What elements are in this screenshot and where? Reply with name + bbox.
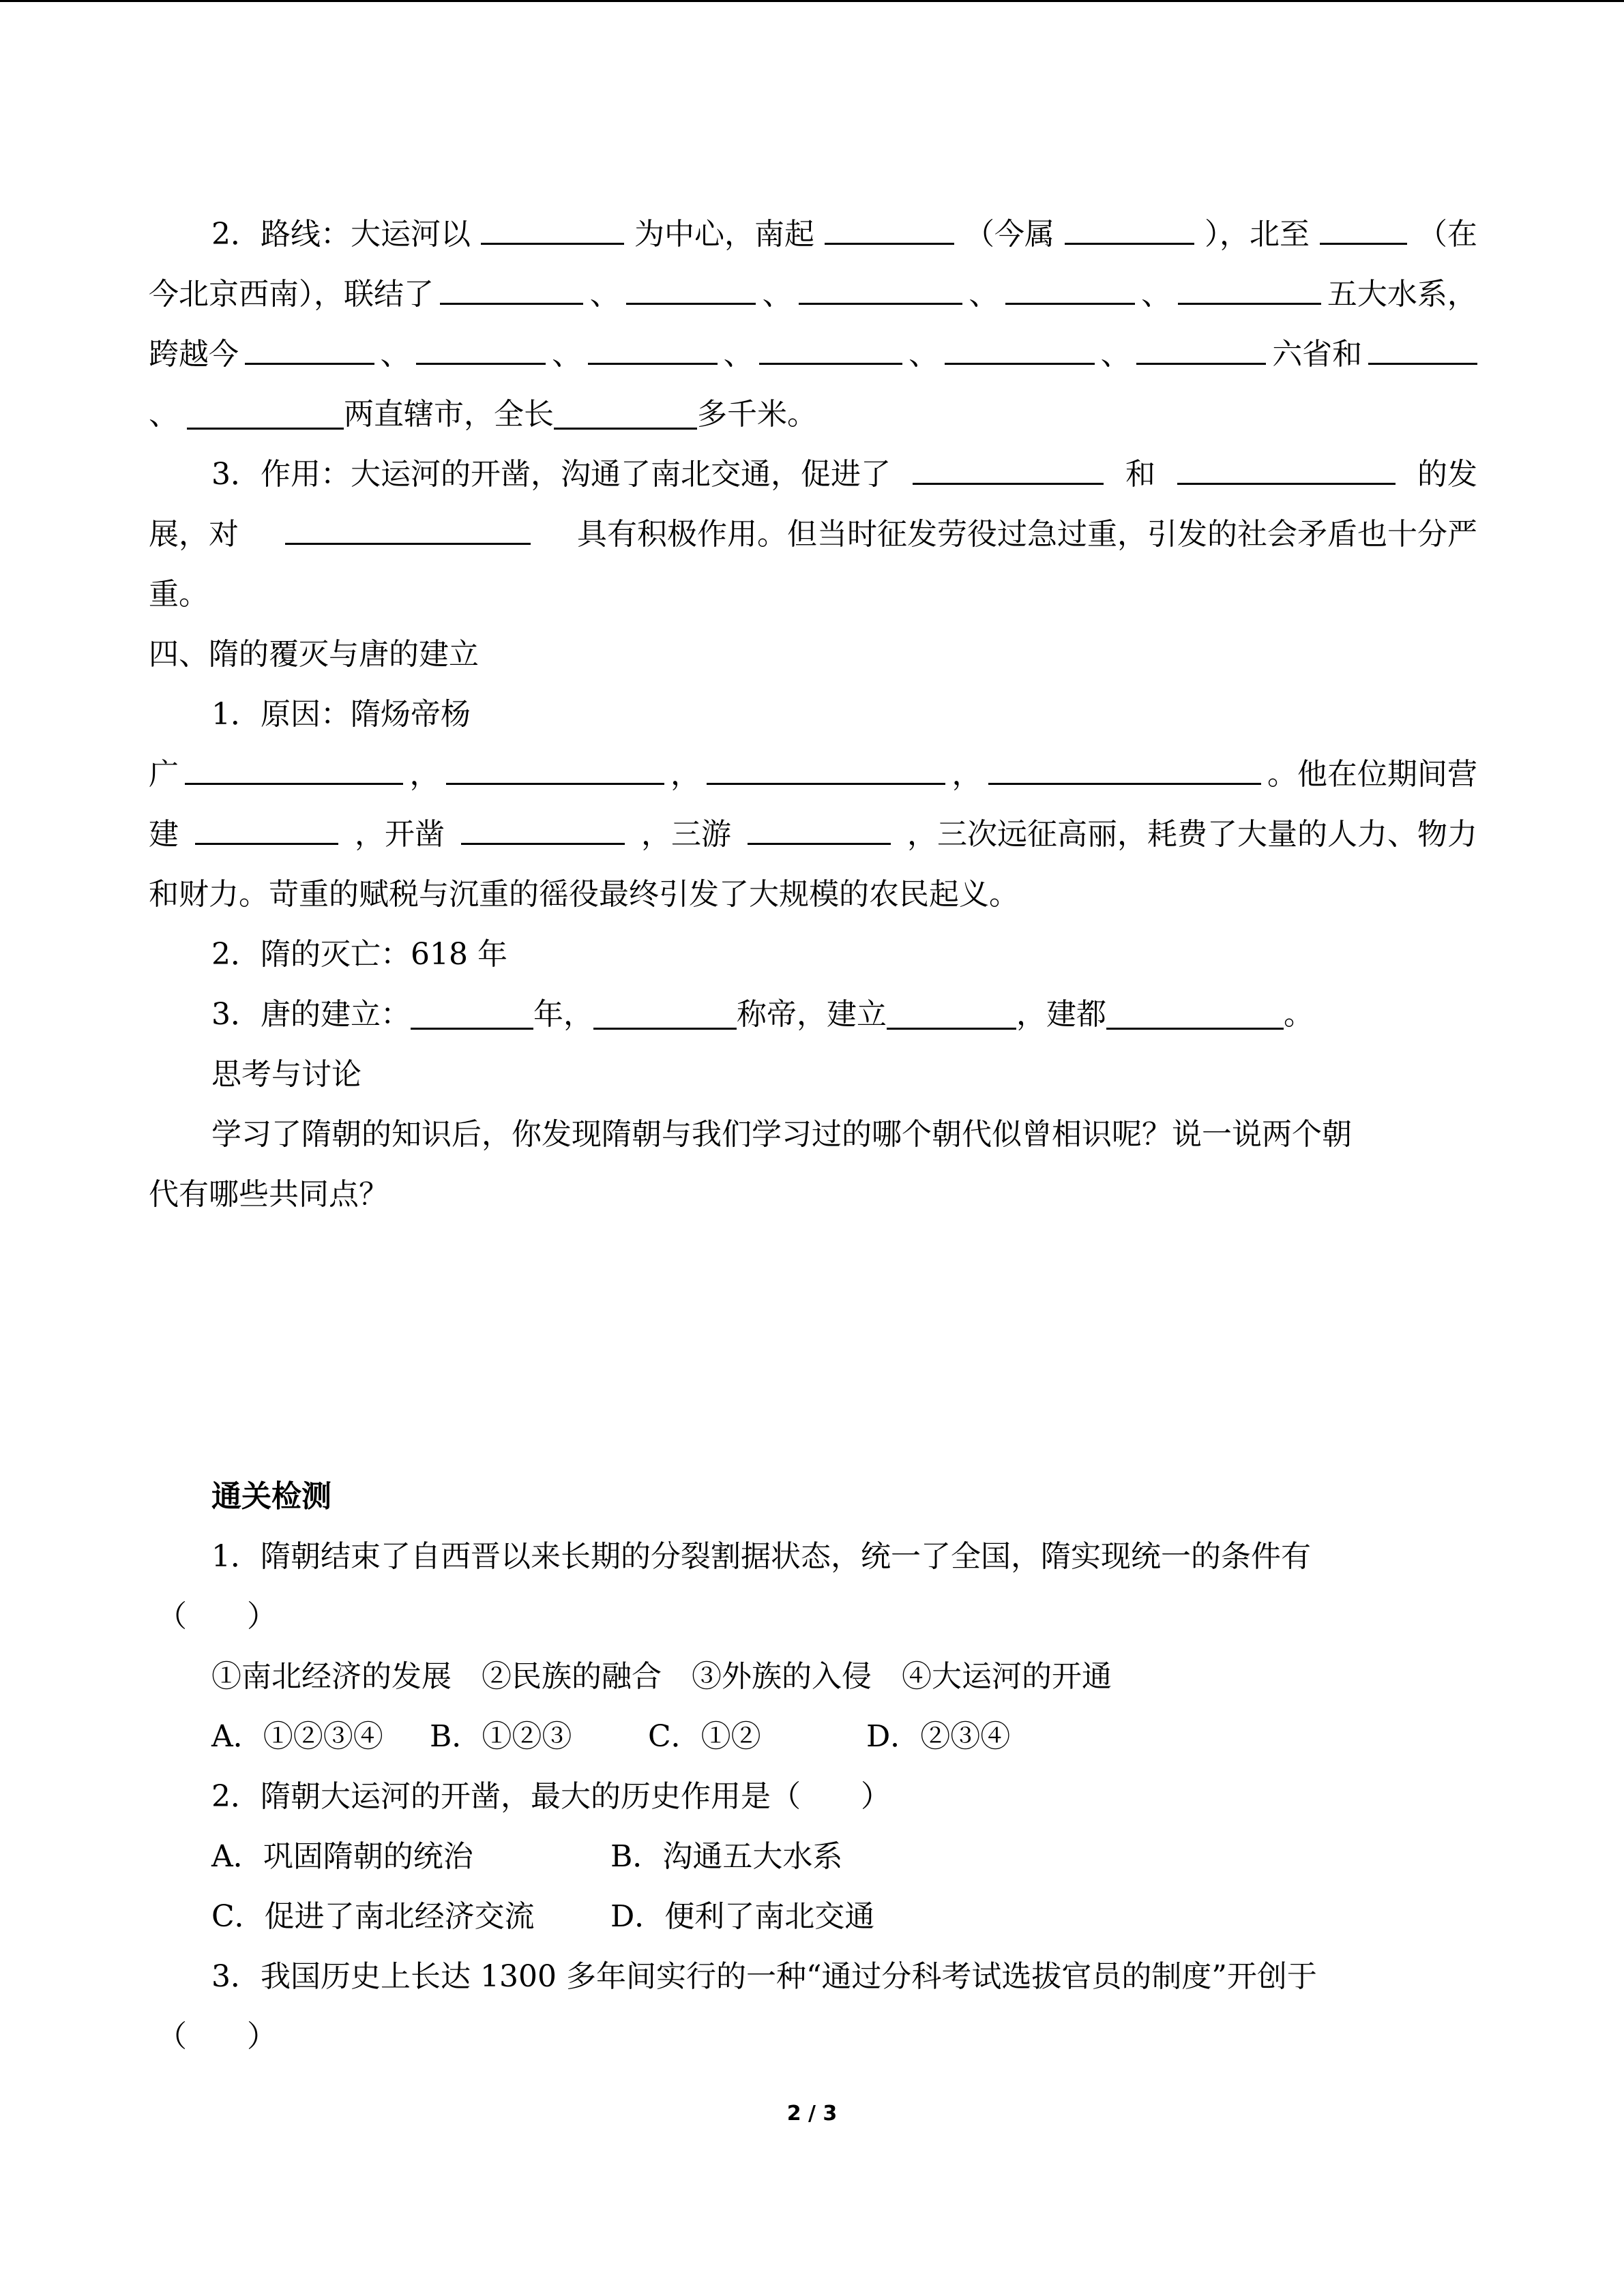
text: 、 xyxy=(1141,277,1172,312)
blank xyxy=(988,756,1261,785)
blank xyxy=(887,1000,1016,1030)
text: 、 xyxy=(589,277,620,312)
blank xyxy=(588,336,718,365)
blank xyxy=(1177,456,1396,485)
discussion-line-1: 学习了隋朝的知识后，你发现隋朝与我们学习过的哪个朝代似曾相识呢？说一说两个朝 xyxy=(211,1117,1352,1152)
text: ， xyxy=(409,757,440,792)
discussion-line-2: 代有哪些共同点？ xyxy=(149,1177,389,1212)
text: 年， xyxy=(533,997,593,1032)
blank xyxy=(913,456,1104,485)
text: 3．作用：大运河的开凿，沟通了南北交通，促进了 xyxy=(211,457,891,492)
text: 建 xyxy=(149,817,179,852)
blank xyxy=(593,1000,737,1030)
q2-options-row-2 xyxy=(149,1898,1477,1936)
blank xyxy=(416,336,546,365)
blank xyxy=(799,275,962,305)
text: 五大水系， xyxy=(1327,277,1477,312)
effect-line-1 xyxy=(149,456,1477,494)
text: ，建都 xyxy=(1016,997,1106,1032)
text: 、 xyxy=(149,397,179,432)
q2-stem: 2．隋朝大运河的开凿，最大的历史作用是（ ） xyxy=(211,1779,891,1814)
page-number: 2 / 3 xyxy=(786,2102,838,2126)
blank xyxy=(1320,215,1407,245)
text: 、 xyxy=(723,337,754,372)
text: 跨越今 xyxy=(149,337,239,372)
text: 和 xyxy=(1125,457,1155,492)
text: 、 xyxy=(909,337,939,372)
tang-founding xyxy=(149,996,1477,1034)
blank xyxy=(185,756,403,785)
blank xyxy=(187,400,344,430)
text: 称帝，建立 xyxy=(737,997,887,1032)
blank xyxy=(1368,336,1477,365)
text: ， xyxy=(670,757,700,792)
discussion-title: 思考与讨论 xyxy=(211,1057,361,1092)
blank xyxy=(554,400,697,430)
sui-fall: 2．隋的灭亡：618 年 xyxy=(211,937,507,972)
cause-line-4: 和财力。苛重的赋税与沉重的徭役最终引发了大规模的农民起义。 xyxy=(149,877,1019,912)
blank xyxy=(626,275,756,305)
text: 、 xyxy=(380,337,411,372)
blank xyxy=(440,275,583,305)
route-line-4 xyxy=(149,396,1477,434)
blank xyxy=(285,516,531,545)
text: ， xyxy=(951,757,982,792)
blank xyxy=(1065,215,1194,245)
text: ，三游 xyxy=(641,817,731,852)
blank xyxy=(245,336,374,365)
option-c[interactable]: C．①② xyxy=(648,1719,761,1754)
blank xyxy=(411,1000,533,1030)
blank xyxy=(1106,1000,1284,1030)
q3-paren: （ ） xyxy=(157,2019,277,2054)
text: 。 xyxy=(1284,997,1314,1032)
cause-label: 1．原因：隋炀帝杨 xyxy=(211,697,471,732)
text: 、 xyxy=(969,277,999,312)
route-line-1 xyxy=(149,215,1477,254)
text: 3．唐的建立： xyxy=(211,997,411,1032)
text: ，三次远征高丽，耗费了大量的人力、物力 xyxy=(907,817,1477,852)
option-d[interactable]: D．②③④ xyxy=(866,1719,1011,1754)
text: （今属 xyxy=(964,217,1054,252)
text: 广 xyxy=(149,757,179,792)
text: 、 xyxy=(552,337,582,372)
text: 两直辖市，全长 xyxy=(344,397,554,432)
q2-options-row-1 xyxy=(149,1838,1477,1876)
blank xyxy=(1136,336,1266,365)
top-border xyxy=(0,0,1624,2)
blank xyxy=(446,756,664,785)
text: （在 xyxy=(1417,217,1477,252)
blank xyxy=(945,336,1095,365)
blank xyxy=(461,816,625,845)
text: 2．路线：大运河以 xyxy=(211,217,471,252)
text: 具有积极作用。但当时征发劳役过急过重，引发的社会矛盾也十分严 xyxy=(577,517,1477,552)
effect-line-2 xyxy=(149,516,1477,554)
blank xyxy=(707,756,945,785)
text: 展，对 xyxy=(149,517,239,552)
blank xyxy=(1178,275,1321,305)
text: 为中心，南起 xyxy=(634,217,814,252)
q1-items: ①南北经济的发展 ②民族的融合 ③外族的入侵 ④大运河的开通 xyxy=(211,1659,1112,1694)
blank xyxy=(1005,275,1135,305)
text: 今北京西南），联结了 xyxy=(149,277,434,312)
text: 。他在位期间营 xyxy=(1267,757,1477,792)
option-a[interactable]: A．①②③④ xyxy=(211,1719,383,1754)
cause-line-2 xyxy=(149,756,1477,794)
blank xyxy=(759,336,902,365)
route-line-3 xyxy=(149,336,1477,374)
effect-line-3: 重。 xyxy=(149,577,209,612)
q1-options xyxy=(149,1718,1477,1756)
text: ），北至 xyxy=(1205,217,1310,252)
option-b[interactable]: B．沟通五大水系 xyxy=(610,1839,843,1874)
text: 、 xyxy=(762,277,793,312)
text: 、 xyxy=(1100,337,1131,372)
text: 多千米。 xyxy=(697,397,817,432)
text: 的发 xyxy=(1417,457,1477,492)
blank xyxy=(195,816,338,845)
text: ，开凿 xyxy=(355,817,445,852)
option-c[interactable]: C．促进了南北经济交流 xyxy=(211,1899,535,1934)
blank xyxy=(481,215,624,245)
test-title: 通关检测 xyxy=(211,1479,331,1514)
q1-stem: 1．隋朝结束了自西晋以来长期的分裂割据状态，统一了全国，隋实现统一的条件有 xyxy=(211,1539,1311,1574)
q3-stem: 3．我国历史上长达 1300 多年间实行的一种“通过分科考试选拔官员的制度”开创于 xyxy=(211,1959,1317,1994)
blank xyxy=(748,816,891,845)
text: 六省和 xyxy=(1272,337,1363,372)
route-line-2 xyxy=(149,275,1477,314)
cause-line-3 xyxy=(149,816,1477,854)
q1-paren: （ ） xyxy=(157,1599,277,1634)
blank xyxy=(825,215,954,245)
option-d[interactable]: D．便利了南北交通 xyxy=(610,1899,875,1934)
section-title: 四、隋的覆灭与唐的建立 xyxy=(149,637,479,672)
option-b[interactable]: B．①②③ xyxy=(430,1719,572,1754)
option-a[interactable]: A．巩固隋朝的统治 xyxy=(211,1839,473,1874)
